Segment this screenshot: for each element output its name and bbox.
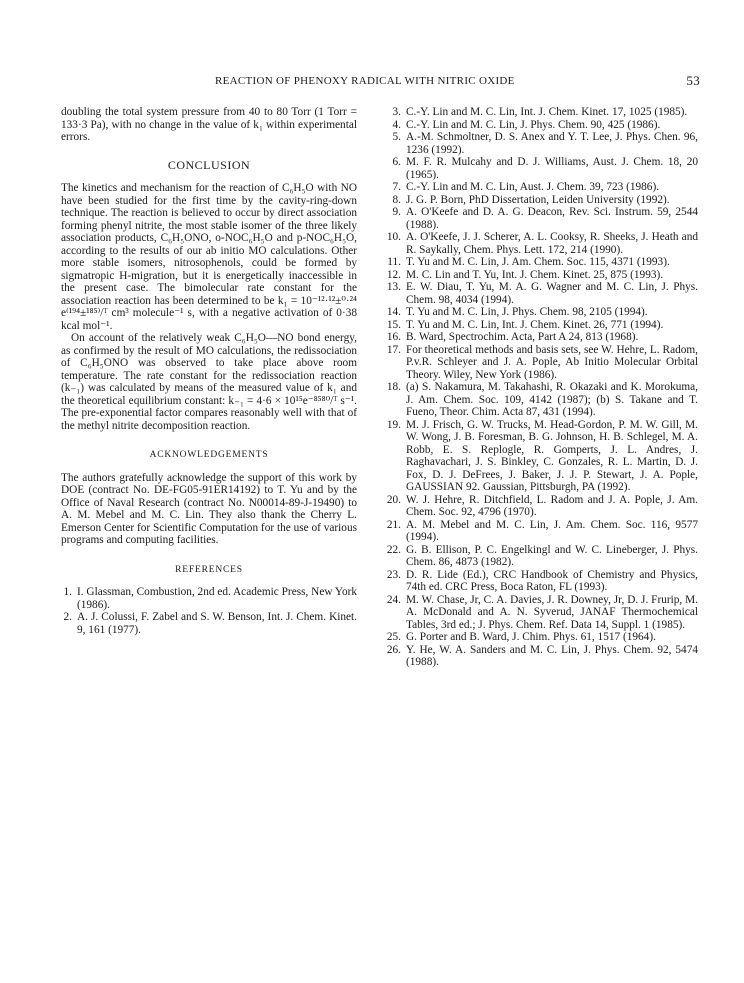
reference-item — [386, 594, 698, 632]
reference-text: M. J. Frisch, G. W. Trucks, M. Head-Gordon, P. M. W. Gill, M. W. Wong, J. B. Foresman, B. G. Johnson, H. B. Schlegel, M. A. Robb, E. S. Replogle, R. Gomperts, J. L. Andres, J. Raghavachari, J. S. Binkley, C. Gonzales, R. L. Martin, D. J. Fox, D. J. DeFrees, J. Baker, J. J. P. Stewart, J. A. Pople, GAUSSIAN 92. Gaussian, Pittsburgh, PA (1992). — [406, 418, 698, 493]
reference-number: 6. — [392, 156, 401, 168]
intro-paragraph: doubling the total system pressure from 40 to 80 Torr (1 Torr = 133·3 Pa), with no change in the value of k₁ within experimental errors. — [61, 106, 357, 143]
reference-number: 1. — [63, 586, 72, 598]
reference-item — [386, 519, 698, 544]
reference-item — [386, 569, 698, 594]
reference-text: T. Yu and M. C. Lin, J. Phys. Chem. 98, 2105 (1994). — [406, 306, 648, 318]
conclusion-paragraph-1: The kinetics and mechanism for the reaction of C₆H₅O with NO have been studied for the first time by the cavity-ring-down technique. The reaction is believed to occur by direct association forming phenyl nitrite, the most stable isomer of the three likely association products, C₆H₅ONO, o-NOC₆H₅O and p-NOC₆H₅O, according to the results of our ab initio MO calculations. Other more stable isomers, nitrosophenols, could be formed by sigmatropic H-migration, but it is energetically inaccessible in the present case. The bimolecular rate constant for the association reaction has been determined to be k₁ = 10⁻¹²·¹²±⁰·²⁴ e⁽¹⁹⁴±¹⁸⁵⁾/ᵀ cm³ molecule⁻¹ s, with a negative activation of 0·38 kcal mol⁻¹. — [61, 182, 357, 332]
reference-text: C.-Y. Lin and M. C. Lin, J. Phys. Chem. 90, 425 (1986). — [406, 118, 661, 131]
reference-number: 12. — [386, 268, 401, 281]
reference-item — [61, 611, 357, 636]
reference-item — [386, 319, 698, 332]
reference-number: 7. — [392, 181, 401, 193]
reference-item — [386, 631, 698, 644]
reference-number: 2. — [63, 611, 72, 623]
reference-text: A. O'Keefe, J. J. Scherer, A. L. Cooksy, R. Sheeks, J. Heath and R. Saykally, Chem. Phys. Lett. 172, 214 (1990). — [406, 231, 698, 256]
conclusion-heading: CONCLUSION — [167, 157, 251, 172]
reference-text: J. G. P. Born, PhD Dissertation, Leiden University (1992). — [406, 193, 670, 206]
reference-list-left — [61, 586, 357, 636]
reference-item — [386, 644, 698, 669]
reference-list-right — [386, 106, 698, 669]
reference-text: A.-M. Schmoltner, D. S. Anex and Y. T. Lee, J. Phys. Chen. 96, 1236 (1992). — [406, 131, 698, 156]
reference-text: (a) S. Nakamura, M. Takahashi, R. Okazaki and K. Morokuma, J. Am. Chem. Soc. 109, 4142 (1987); (b) S. Takane and T. Fueno, Theor. Chim. Acta 87, 431 (1994). — [406, 381, 698, 418]
reference-text: M. C. Lin and T. Yu, Int. J. Chem. Kinet. 25, 875 (1993). — [406, 268, 664, 281]
left-column — [61, 106, 357, 636]
reference-item — [386, 231, 698, 256]
reference-item — [386, 256, 698, 269]
reference-item — [386, 344, 698, 382]
acknowledgements-heading: ACKNOWLEDGEMENTS — [149, 450, 269, 460]
reference-text: T. Yu and M. C. Lin, J. Am. Chem. Soc. 115, 4371 (1993). — [406, 256, 670, 268]
reference-text: A. O'Keefe and D. A. G. Deacon, Rev. Sci. Instrum. 59, 2544 (1988). — [406, 206, 698, 231]
reference-item — [386, 194, 698, 207]
reference-text: M. W. Chase, Jr, C. A. Davies, J. R. Downey, Jr, D. J. Frurip, M. A. McDonald and A. N. Syverud, JANAF Thermochemical Tables, 3rd ed.; J. Phys. Chem. Ref. Data 14, Suppl. 1 (1985). — [406, 593, 698, 631]
reference-number: 26. — [386, 643, 401, 656]
reference-number: 9. — [392, 206, 401, 218]
reference-text: G. Porter and B. Ward, J. Chim. Phys. 61, 1517 (1964). — [406, 631, 656, 643]
conclusion-paragraph-2: On account of the relatively weak C₆H₅O—NO bond energy, as confirmed by the result of MO calculations, the redissociation of C₆H₅ONO was observed to take place above room temperature. The rate constant for the redissociation reaction (k₋₁) was calculated by means of the measured value of k₁ and the theoretical equilibrium constant: k₋₁ = 4·6 × 10¹⁵e⁻⁸⁵⁸⁰/ᵀ s⁻¹. The pre-exponential factor compares reasonably well with that of the methyl nitrite decomposition reaction. — [61, 332, 357, 432]
reference-item — [386, 381, 698, 419]
reference-item — [386, 206, 698, 231]
reference-number: 19. — [386, 418, 401, 431]
reference-item — [386, 119, 698, 132]
reference-number: 4. — [392, 118, 401, 131]
page-number: 53 — [686, 73, 700, 88]
reference-text: I. Glassman, Combustion, 2nd ed. Academic Press, New York (1986). — [77, 586, 357, 611]
reference-text: D. R. Lide (Ed.), CRC Handbook of Chemistry and Physics, 74th ed. CRC Press, Boca Raton, FL (1993). — [406, 568, 698, 593]
reference-text: W. J. Hehre, R. Ditchfield, L. Radom and J. A. Pople, J. Am. Chem. Soc. 92, 4796 (1970). — [406, 493, 698, 518]
reference-number: 23. — [386, 568, 401, 581]
reference-number: 10. — [386, 231, 401, 243]
reference-item — [386, 281, 698, 306]
reference-item — [386, 494, 698, 519]
reference-text: For theoretical methods and basis sets, see W. Hehre, L. Radom, P.v.R. Schleyer and J. A. Pople, Ab Initio Molecular Orbital Theory. Wiley, New York (1986). — [406, 343, 698, 381]
reference-item — [386, 419, 698, 494]
reference-number: 22. — [386, 543, 401, 556]
reference-item — [386, 131, 698, 156]
reference-number: 15. — [386, 318, 401, 331]
reference-text: Y. He, W. A. Sanders and M. C. Lin, J. Phys. Chem. 92, 5474 (1988). — [406, 643, 698, 668]
reference-text: A. M. Mebel and M. C. Lin, J. Am. Chem. Soc. 116, 9577 (1994). — [406, 518, 698, 543]
reference-text: C.-Y. Lin and M. C. Lin, Aust. J. Chem. 39, 723 (1986). — [406, 181, 660, 193]
reference-text: B. Ward, Spectrochim. Acta, Part A 24, 813 (1968). — [406, 331, 639, 343]
reference-text: M. F. R. Mulcahy and D. J. Williams, Aust. J. Chem. 18, 20 (1965). — [406, 156, 698, 181]
reference-item — [386, 269, 698, 282]
reference-number: 20. — [386, 493, 401, 506]
reference-number: 21. — [386, 518, 401, 531]
reference-number: 24. — [386, 593, 401, 606]
reference-item — [386, 331, 698, 344]
reference-text: T. Yu and M. C. Lin, Int. J. Chem. Kinet. 26, 771 (1994). — [406, 318, 664, 331]
reference-number: 14. — [386, 306, 401, 318]
reference-text: E. W. Diau, T. Yu, M. A. G. Wagner and M. C. Lin, J. Phys. Chem. 98, 4034 (1994). — [406, 281, 698, 306]
reference-number: 17. — [386, 343, 401, 356]
reference-text: A. J. Colussi, F. Zabel and S. W. Benson, Int. J. Chem. Kinet. 9, 161 (1977). — [77, 611, 357, 636]
reference-text: C.-Y. Lin and M. C. Lin, Int. J. Chem. Kinet. 17, 1025 (1985). — [406, 106, 688, 118]
reference-item — [386, 156, 698, 181]
reference-item — [386, 306, 698, 319]
references-heading: REFERENCES — [175, 564, 243, 575]
reference-item — [386, 181, 698, 194]
reference-item — [386, 106, 698, 119]
reference-number: 18. — [386, 381, 401, 393]
reference-item — [386, 544, 698, 569]
acknowledgements-paragraph: The authors gratefully acknowledge the support of this work by DOE (contract No. DE-FG05-91ER14192) to T. Yu and by the Office of Naval Research (contract No. N00014-89-J-19490) to A. M. Mebel and M. C. Lin. They also thank the Cherry L. Emerson Center for Scientific Computation for the use of various programs and computing facilities. — [61, 471, 357, 546]
reference-number: 5. — [392, 131, 401, 143]
reference-number: 25. — [386, 631, 401, 643]
reference-number: 8. — [392, 193, 401, 206]
right-column — [386, 106, 698, 669]
reference-number: 16. — [386, 331, 401, 343]
running-title: REACTION OF PHENOXY RADICAL WITH NITRIC OXIDE — [215, 75, 515, 87]
reference-text: G. B. Ellison, P. C. Engelkingl and W. C. Lineberger, J. Phys. Chem. 86, 4873 (1982). — [406, 543, 698, 568]
reference-number: 3. — [392, 106, 401, 118]
reference-number: 13. — [386, 281, 401, 293]
reference-number: 11. — [387, 256, 401, 268]
reference-item — [61, 586, 357, 611]
